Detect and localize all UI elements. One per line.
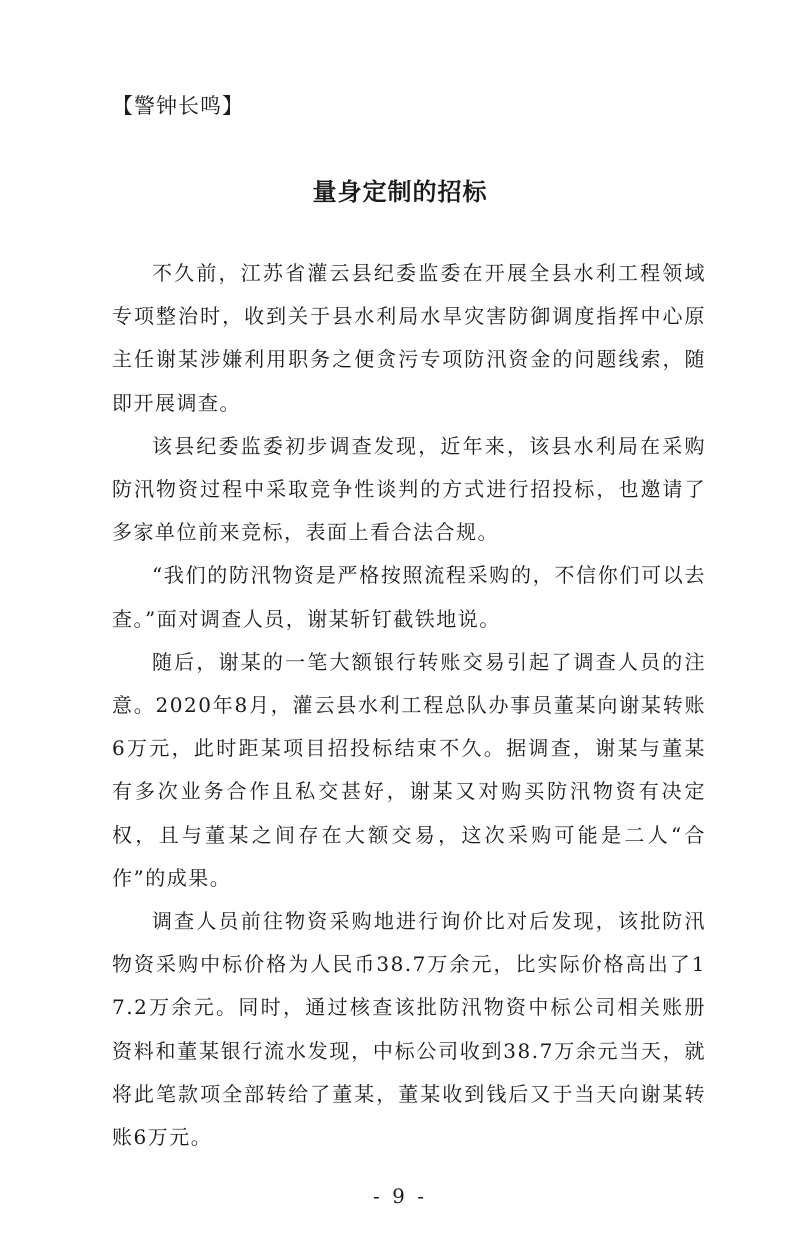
- paragraph: “我们的防汛物资是严格按照流程采购的，不信你们可以去查。”面对调查人员，谢某斩钉截铁地说。: [112, 563, 706, 631]
- paragraph: 不久前，江苏省灌云县纪委监委在开展全县水利工程领域专项整治时，收到关于县水利局水旱灾害防御调度指挥中心原主任谢某涉嫌利用职务之便贪污专项防汛资金的问题线索，随即开展调查。: [112, 261, 706, 415]
- page-number: - 9 -: [373, 1184, 427, 1208]
- paragraph: 该县纪委监委初步调查发现，近年来，该县水利局在采购防汛物资过程中采取竞争性谈判的方式进行招投标，也邀请了多家单位前来竞标，表面上看合法合规。: [112, 433, 706, 545]
- section-tag: 【警钟长鸣】: [112, 94, 244, 118]
- paragraph: 随后，谢某的一笔大额银行转账交易引起了调查人员的注意。2020年8月，灌云县水利工程总队办事员董某向谢某转账6万元，此时距某项目招投标结束不久。据调查，谢某与董某有多次业务合作且私交甚好，谢某又对购买防汛物资有决定权，且与董某之间存在大额交易，这次采购可能是二人“合作”的成果。: [112, 649, 706, 890]
- article-body: [112, 252, 706, 1159]
- document-title: 量身定制的招标: [312, 178, 488, 206]
- paragraph: 调查人员前往物资采购地进行询价比对后发现，该批防汛物资采购中标价格为人民币38.7万余元，比实际价格高出了17.2万余元。同时，通过核查该批防汛物资中标公司相关账册资料和董某银行流水发现，中标公司收到38.7万余元当天，就将此笔款项全部转给了董某，董某收到钱后又于当天向谢某转账6万元。: [112, 909, 706, 1150]
